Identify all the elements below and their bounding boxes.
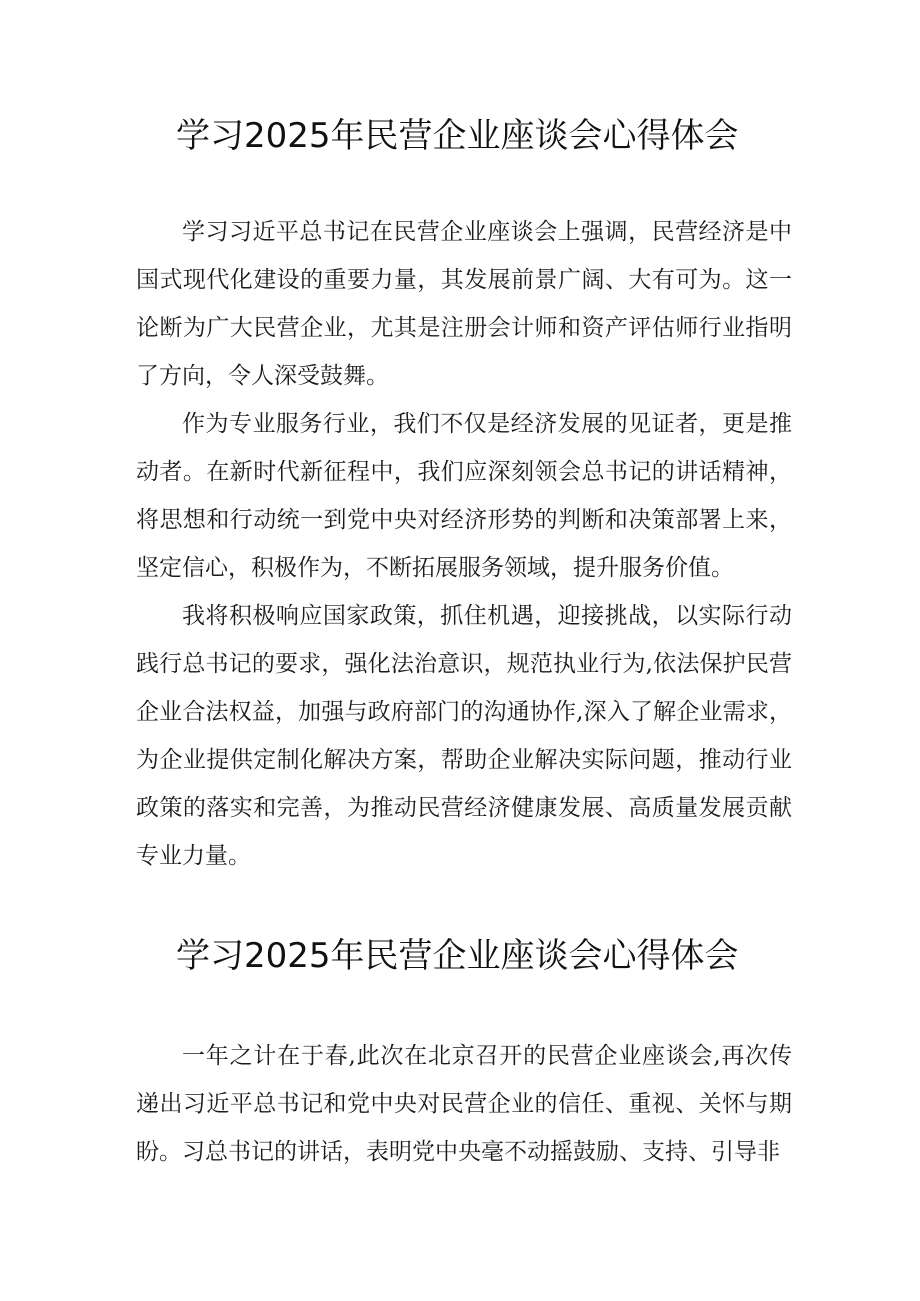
article-title: 学习2025年民营企业座谈会心得体会 xyxy=(176,116,739,156)
paragraph: 我将积极响应国家政策，抓住机遇，迎接挑战，以实际行动践行总书记的要求，强化法治意识，规范执业行为,依法保护民营企业合法权益，加强与政府部门的沟通协作,深入了解企业需求，为企业提供定制化解决方案，帮助企业解决实际问题，推动行业政策的落实和完善，为推动民营经济健康发展、高质量发展贡献专业力量。 xyxy=(136,603,792,869)
article-body xyxy=(136,208,792,880)
article-body xyxy=(136,1032,792,1176)
paragraph: 一年之计在于春,此次在北京召开的民营企业座谈会,再次传递出习近平总书记和党中央对民营企业的信任、重视、关怀与期盼。习总书记的讲话，表明党中央毫不动摇鼓励、支持、引导非 xyxy=(136,1043,792,1165)
paragraph: 作为专业服务行业，我们不仅是经济发展的见证者，更是推动者。在新时代新征程中，我们应深刻领会总书记的讲话精神，将思想和行动统一到党中央对经济形势的判断和决策部署上来，坚定信心，积极作为，不断拓展服务领域，提升服务价值。 xyxy=(136,411,792,581)
article-title: 学习2025年民营企业座谈会心得体会 xyxy=(176,936,739,976)
paragraph: 学习习近平总书记在民营企业座谈会上强调，民营经济是中国式现代化建设的重要力量，其发展前景广阔、大有可为。这一论断为广大民营企业，尤其是注册会计师和资产评估师行业指明了方向，令人深受鼓舞。 xyxy=(136,219,792,389)
